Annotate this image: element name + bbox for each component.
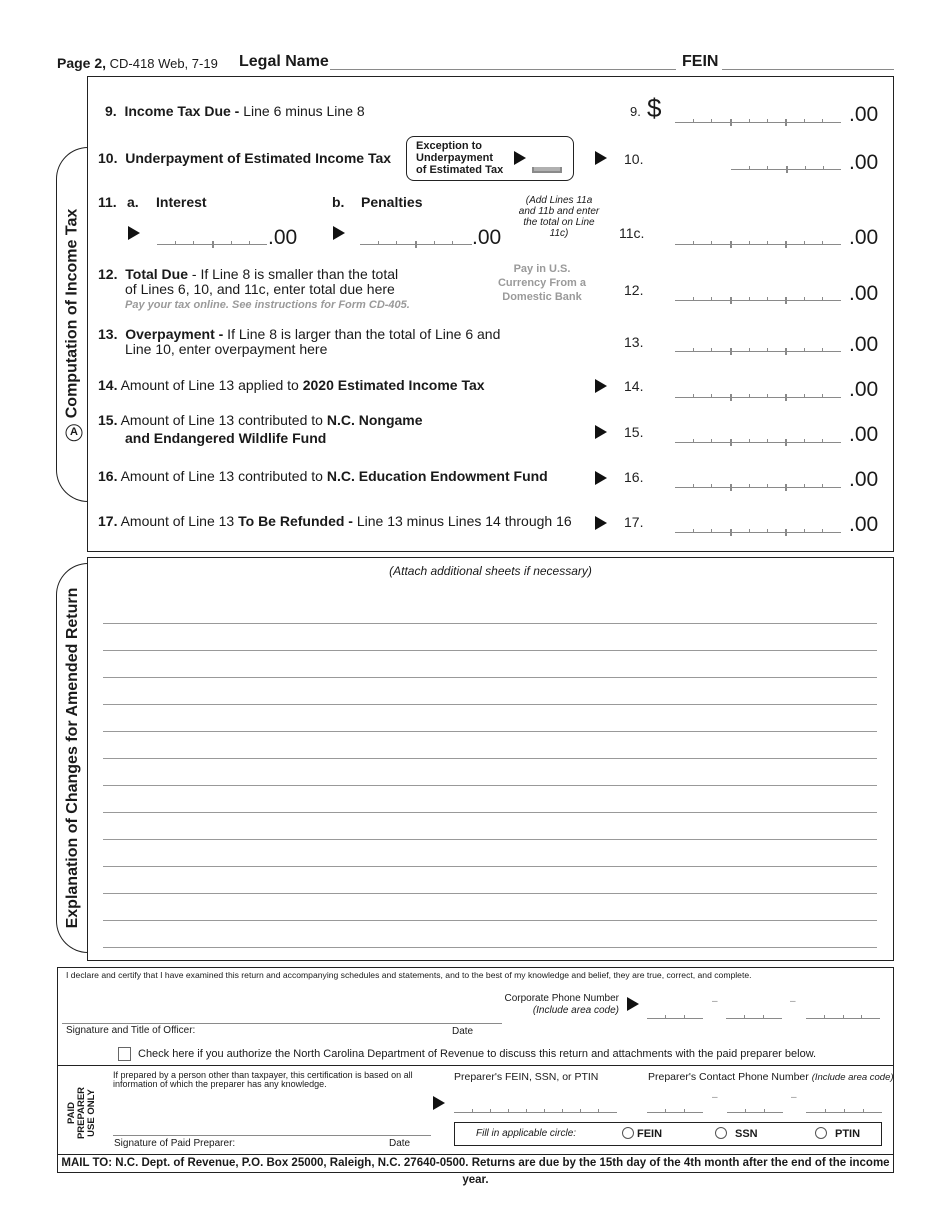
line-desc: Line 6 minus Line 8 <box>239 103 365 119</box>
line-12-label <box>98 267 398 297</box>
explanation-line[interactable] <box>103 731 877 732</box>
radio-circle-icon[interactable] <box>622 1127 634 1139</box>
arrow-icon <box>595 151 607 165</box>
line-number: 14. <box>98 377 118 393</box>
line-desc: Line 10, enter overpayment here <box>125 341 328 357</box>
arrow-icon <box>514 151 526 165</box>
line-desc: Amount of Line 13 contributed to <box>117 412 327 428</box>
line-title: N.C. Nongame <box>326 412 423 428</box>
line-13-ref: 13. <box>624 334 644 350</box>
line-title: Overpayment - <box>125 326 224 342</box>
explanation-line[interactable] <box>103 758 877 759</box>
section-a-title <box>63 208 82 440</box>
attach-note: (Attach additional sheets if necessary) <box>389 564 592 578</box>
explanation-line[interactable] <box>103 947 877 948</box>
corporate-phone-prefix[interactable] <box>726 1012 782 1019</box>
line-15-amount-field[interactable] <box>675 436 841 443</box>
pay-online-note: Pay your tax online. See instructions for Form CD-405. <box>125 299 410 311</box>
line-11a-label: Interest <box>156 194 207 210</box>
currency-note: Pay in U.S. Currency From a Domestic Bank <box>497 263 587 303</box>
explanation-line[interactable] <box>103 677 877 678</box>
line-number: 15. <box>98 412 118 428</box>
line-10-cents: .00 <box>849 151 879 174</box>
line-14-amount-field[interactable] <box>675 391 841 398</box>
exception-label <box>416 140 503 176</box>
line-11c-amount-field[interactable] <box>675 238 841 245</box>
arrow-icon <box>627 997 639 1011</box>
line-title: N.C. Education Endowment Fund <box>326 468 548 484</box>
page-number: Page 2, <box>57 55 107 71</box>
paid-preparer-line: PAID <box>66 1102 77 1124</box>
preparer-signature-field[interactable] <box>113 1135 431 1136</box>
preparer-signature-label: Signature of Paid Preparer: <box>114 1138 236 1149</box>
line-10-label <box>98 151 391 166</box>
phone-label: Corporate Phone Number <box>504 993 619 1004</box>
section-a-badge: A <box>65 424 82 441</box>
line-12-ref: 12. <box>624 282 644 298</box>
line-11b-cents: .00 <box>472 226 502 249</box>
line-13-cents: .00 <box>849 333 879 356</box>
line-15-cents: .00 <box>849 423 879 446</box>
line-16-amount-field[interactable] <box>675 481 841 488</box>
line-title: 2020 Estimated Income Tax <box>302 377 485 393</box>
authorize-text: Check here if you authorize the North Carolina Department of Revenue to discuss this return and attachments with the paid preparer below. <box>138 1048 817 1060</box>
paid-preparer-text <box>67 1083 97 1143</box>
line-11-number: 11. <box>98 194 117 210</box>
phone-dash: – <box>791 1092 797 1103</box>
line-number: 16. <box>98 468 118 484</box>
officer-date-label: Date <box>452 1026 474 1037</box>
line-15-ref: 15. <box>624 424 644 440</box>
line-15-label <box>98 413 423 448</box>
radio-ptin[interactable] <box>815 1127 860 1140</box>
exception-label-line: of Estimated Tax <box>416 164 504 176</box>
line-11b-letter: b. <box>332 194 345 210</box>
corporate-phone-label <box>480 993 619 1017</box>
line-11c-ref: 11c. <box>619 225 645 241</box>
line-12-cents: .00 <box>849 282 879 305</box>
line-9-label <box>105 104 365 119</box>
explanation-line[interactable] <box>103 623 877 624</box>
line-11b-amount-field[interactable] <box>360 238 472 245</box>
line-17-ref: 17. <box>624 514 644 530</box>
arrow-icon <box>128 226 140 240</box>
line-number: 12. <box>98 266 118 282</box>
radio-ssn[interactable] <box>715 1127 758 1140</box>
phone-label: Preparer's Contact Phone Number <box>648 1071 809 1083</box>
line-17-amount-field[interactable] <box>675 526 841 533</box>
line-number: 9. <box>105 103 117 119</box>
line-11-note: (Add Lines 11a and 11b and enter the total on Line 11c) <box>518 195 600 239</box>
explanation-line[interactable] <box>103 650 877 651</box>
line-number: 17. <box>98 513 118 529</box>
paid-preparer-label <box>60 1083 104 1143</box>
fein-label: FEIN <box>682 53 719 70</box>
corporate-phone-line[interactable] <box>806 1012 880 1019</box>
preparer-date-label: Date <box>389 1138 411 1149</box>
arrow-icon <box>595 516 607 530</box>
preparer-phone-line[interactable] <box>806 1106 882 1113</box>
paid-preparer-line: PREPARER <box>76 1086 87 1140</box>
line-11a-amount-field[interactable] <box>157 238 267 245</box>
line-16-cents: .00 <box>849 468 879 491</box>
line-11c-cents: .00 <box>849 226 879 249</box>
line-title: Underpayment of Estimated Income Tax <box>125 150 392 166</box>
arrow-icon <box>595 379 607 393</box>
line-16-ref: 16. <box>624 469 644 485</box>
line-desc: If Line 8 is larger than the total of Line 6 and <box>223 326 501 342</box>
legal-name-field[interactable] <box>330 69 676 70</box>
authorize-checkbox[interactable] <box>118 1047 131 1061</box>
line-title: Total Due <box>125 266 188 282</box>
exception-label-line: Underpayment <box>416 152 494 164</box>
line-10-ref: 10. <box>624 151 644 167</box>
line-title: Income Tax Due - <box>124 103 240 119</box>
radio-label: SSN <box>735 1128 758 1140</box>
line-13-label <box>98 327 500 357</box>
dollar-sign: $ <box>647 93 662 123</box>
line-14-cents: .00 <box>849 378 879 401</box>
preparer-cert-text: If prepared by a person other than taxpayer, this certification is based on all information of which the preparer has any knowledge. <box>113 1070 413 1089</box>
page-label <box>57 55 218 71</box>
officer-signature-field[interactable] <box>62 1023 502 1024</box>
line-9-ref: 9. <box>630 104 641 119</box>
radio-fein[interactable] <box>622 1127 662 1140</box>
section-a-title-text: Computation of Income Tax <box>63 208 80 418</box>
line-9-amount-field[interactable] <box>675 116 841 123</box>
line-desc: Line 13 minus Lines 14 through 16 <box>352 513 572 529</box>
officer-signature-label: Signature and Title of Officer: <box>66 1025 196 1036</box>
line-title: To Be Refunded - <box>238 513 353 529</box>
phone-dash: – <box>790 996 796 1007</box>
explanation-line[interactable] <box>103 839 877 840</box>
explanation-line[interactable] <box>103 812 877 813</box>
line-number: 10. <box>98 150 118 166</box>
section-a-tab <box>56 147 88 502</box>
fein-field[interactable] <box>722 69 894 70</box>
line-16-label <box>98 469 548 484</box>
mail-to-footer: MAIL TO: N.C. Dept. of Revenue, P.O. Box 25000, Raleigh, N.C. 27640-0500. Returns are due by the 15th day of the 4th month after the end of the income year. <box>57 1155 894 1173</box>
line-desc: of Lines 6, 10, and 11c, enter total due here <box>125 281 395 297</box>
explanation-line[interactable] <box>103 866 877 867</box>
radio-label: FEIN <box>637 1128 663 1140</box>
line-10-amount-field[interactable] <box>731 163 841 170</box>
line-desc: Amount of Line 13 <box>117 513 239 529</box>
line-desc: Amount of Line 13 contributed to <box>117 468 327 484</box>
corporate-phone-area-code[interactable] <box>647 1012 703 1019</box>
arrow-icon <box>595 425 607 439</box>
line-14-ref: 14. <box>624 378 644 394</box>
line-17-cents: .00 <box>849 513 879 536</box>
line-number: 13. <box>98 326 118 342</box>
preparer-id-field[interactable] <box>454 1106 617 1113</box>
explanation-line[interactable] <box>103 704 877 705</box>
section-b-title: Explanation of Changes for Amended Return <box>63 587 81 929</box>
phone-sub-label: (Include area code) <box>811 1072 894 1083</box>
explanation-line[interactable] <box>103 785 877 786</box>
arrow-icon <box>333 226 345 240</box>
form-id: CD-418 Web, 7-19 <box>109 56 218 71</box>
phone-sub-label: (Include area code) <box>532 1005 619 1016</box>
arrow-icon <box>595 471 607 485</box>
preparer-id-label: Preparer's FEIN, SSN, or PTIN <box>454 1071 599 1083</box>
preparer-phone-prefix[interactable] <box>727 1106 783 1113</box>
explanation-box[interactable] <box>87 557 894 961</box>
line-13-amount-field[interactable] <box>675 345 841 352</box>
line-12-amount-field[interactable] <box>675 294 841 301</box>
radio-circle-icon[interactable] <box>815 1127 827 1139</box>
phone-dash: – <box>712 996 718 1007</box>
radio-label: PTIN <box>835 1128 861 1140</box>
explanation-line[interactable] <box>103 920 877 921</box>
exception-label-line: Exception to <box>416 140 483 152</box>
explanation-line[interactable] <box>103 893 877 894</box>
line-11b-label: Penalties <box>361 194 423 210</box>
line-desc: Amount of Line 13 applied to <box>117 377 303 393</box>
radio-circle-icon[interactable] <box>715 1127 727 1139</box>
line-17-label <box>98 514 572 529</box>
phone-dash: – <box>712 1092 718 1103</box>
section-b-tab <box>56 563 88 953</box>
arrow-icon <box>433 1096 445 1110</box>
line-11a-cents: .00 <box>268 226 298 249</box>
paid-preparer-line: USE ONLY <box>86 1089 97 1137</box>
line-title: and Endangered Wildlife Fund <box>125 430 327 446</box>
preparer-phone-label <box>648 1071 894 1083</box>
legal-name-label: Legal Name <box>239 53 329 70</box>
preparer-phone-area-code[interactable] <box>647 1106 703 1113</box>
declaration-text: I declare and certify that I have examined this return and accompanying schedules and statements, and to the best of my knowledge and belief, they are true, correct, and complete. <box>66 970 752 980</box>
line-14-label <box>98 378 485 393</box>
exception-checkbox[interactable] <box>532 167 562 173</box>
line-desc: - If Line 8 is smaller than the total <box>188 266 399 282</box>
line-9-cents: .00 <box>849 103 879 126</box>
fill-circle-label: Fill in applicable circle: <box>476 1128 577 1139</box>
line-11a-letter: a. <box>127 194 139 210</box>
